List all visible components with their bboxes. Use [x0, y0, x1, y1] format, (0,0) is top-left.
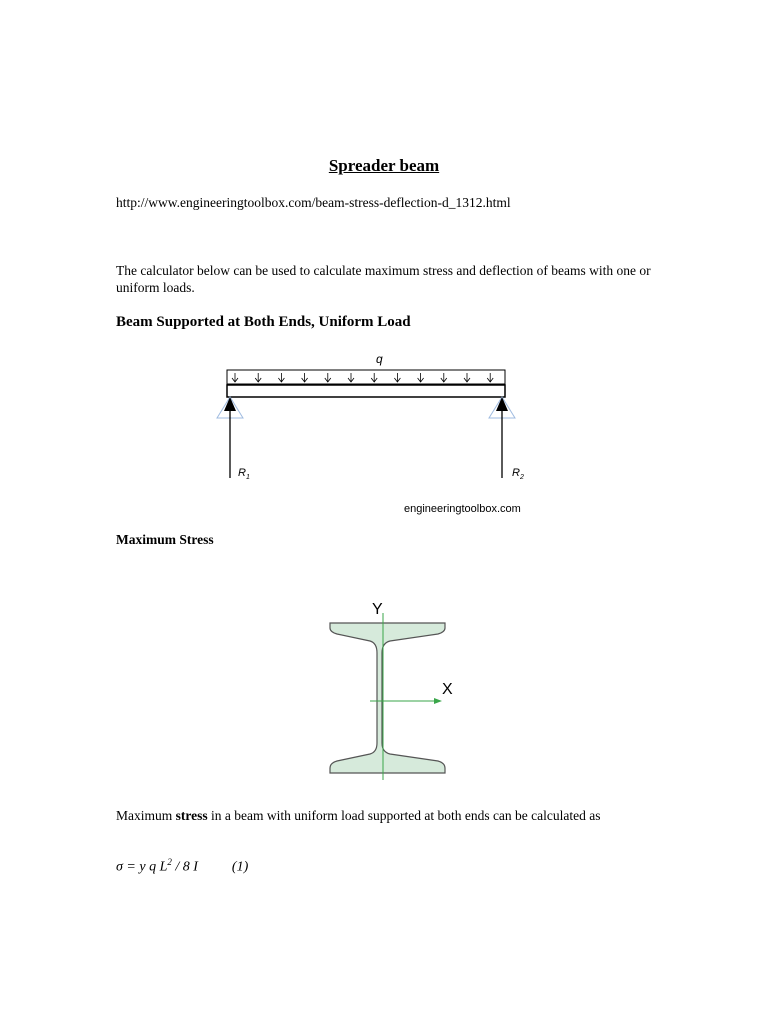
- x-axis-arrowhead: [434, 698, 442, 704]
- page-title: Spreader beam: [328, 156, 440, 175]
- ibeam-diagram: [320, 598, 470, 788]
- right-reaction-label: $R_2$: [512, 467, 524, 481]
- section-heading: Beam Supported at Both Ends, Uniform Load: [116, 314, 411, 330]
- formula-exponent: 2: [167, 857, 172, 867]
- left-reaction-label: $R_1$: [238, 467, 250, 481]
- stress-keyword: stress: [175, 808, 208, 823]
- stress-paragraph-after: in a beam with uniform load supported at both ends can be calculated as: [207, 808, 601, 823]
- formula-number: (1): [231, 859, 249, 875]
- distributed-load: [227, 370, 505, 384]
- watermark: engineeringtoolbox.com: [404, 503, 521, 515]
- beam-diagram: [200, 345, 560, 525]
- stress-paragraph-before: Maximum: [116, 808, 176, 823]
- formula-rest: / 8 I: [171, 859, 198, 875]
- beam: [227, 385, 505, 397]
- stress-formula: [116, 857, 248, 876]
- y-axis-label: Y: [372, 601, 383, 618]
- maximum-stress-heading: Maximum Stress: [116, 532, 214, 547]
- intro-paragraph: The calculator below can be used to calculate maximum stress and deflection of beams with one or uniform loads.: [116, 263, 651, 295]
- formula-main: σ = y q L: [116, 859, 168, 875]
- reference-url: http://www.engineeringtoolbox.com/beam-stress-deflection-d_1312.html: [116, 195, 511, 210]
- load-label: q: [376, 352, 383, 366]
- ibeam-section: [330, 623, 445, 773]
- stress-paragraph: [116, 807, 616, 824]
- x-axis-label: X: [442, 681, 453, 698]
